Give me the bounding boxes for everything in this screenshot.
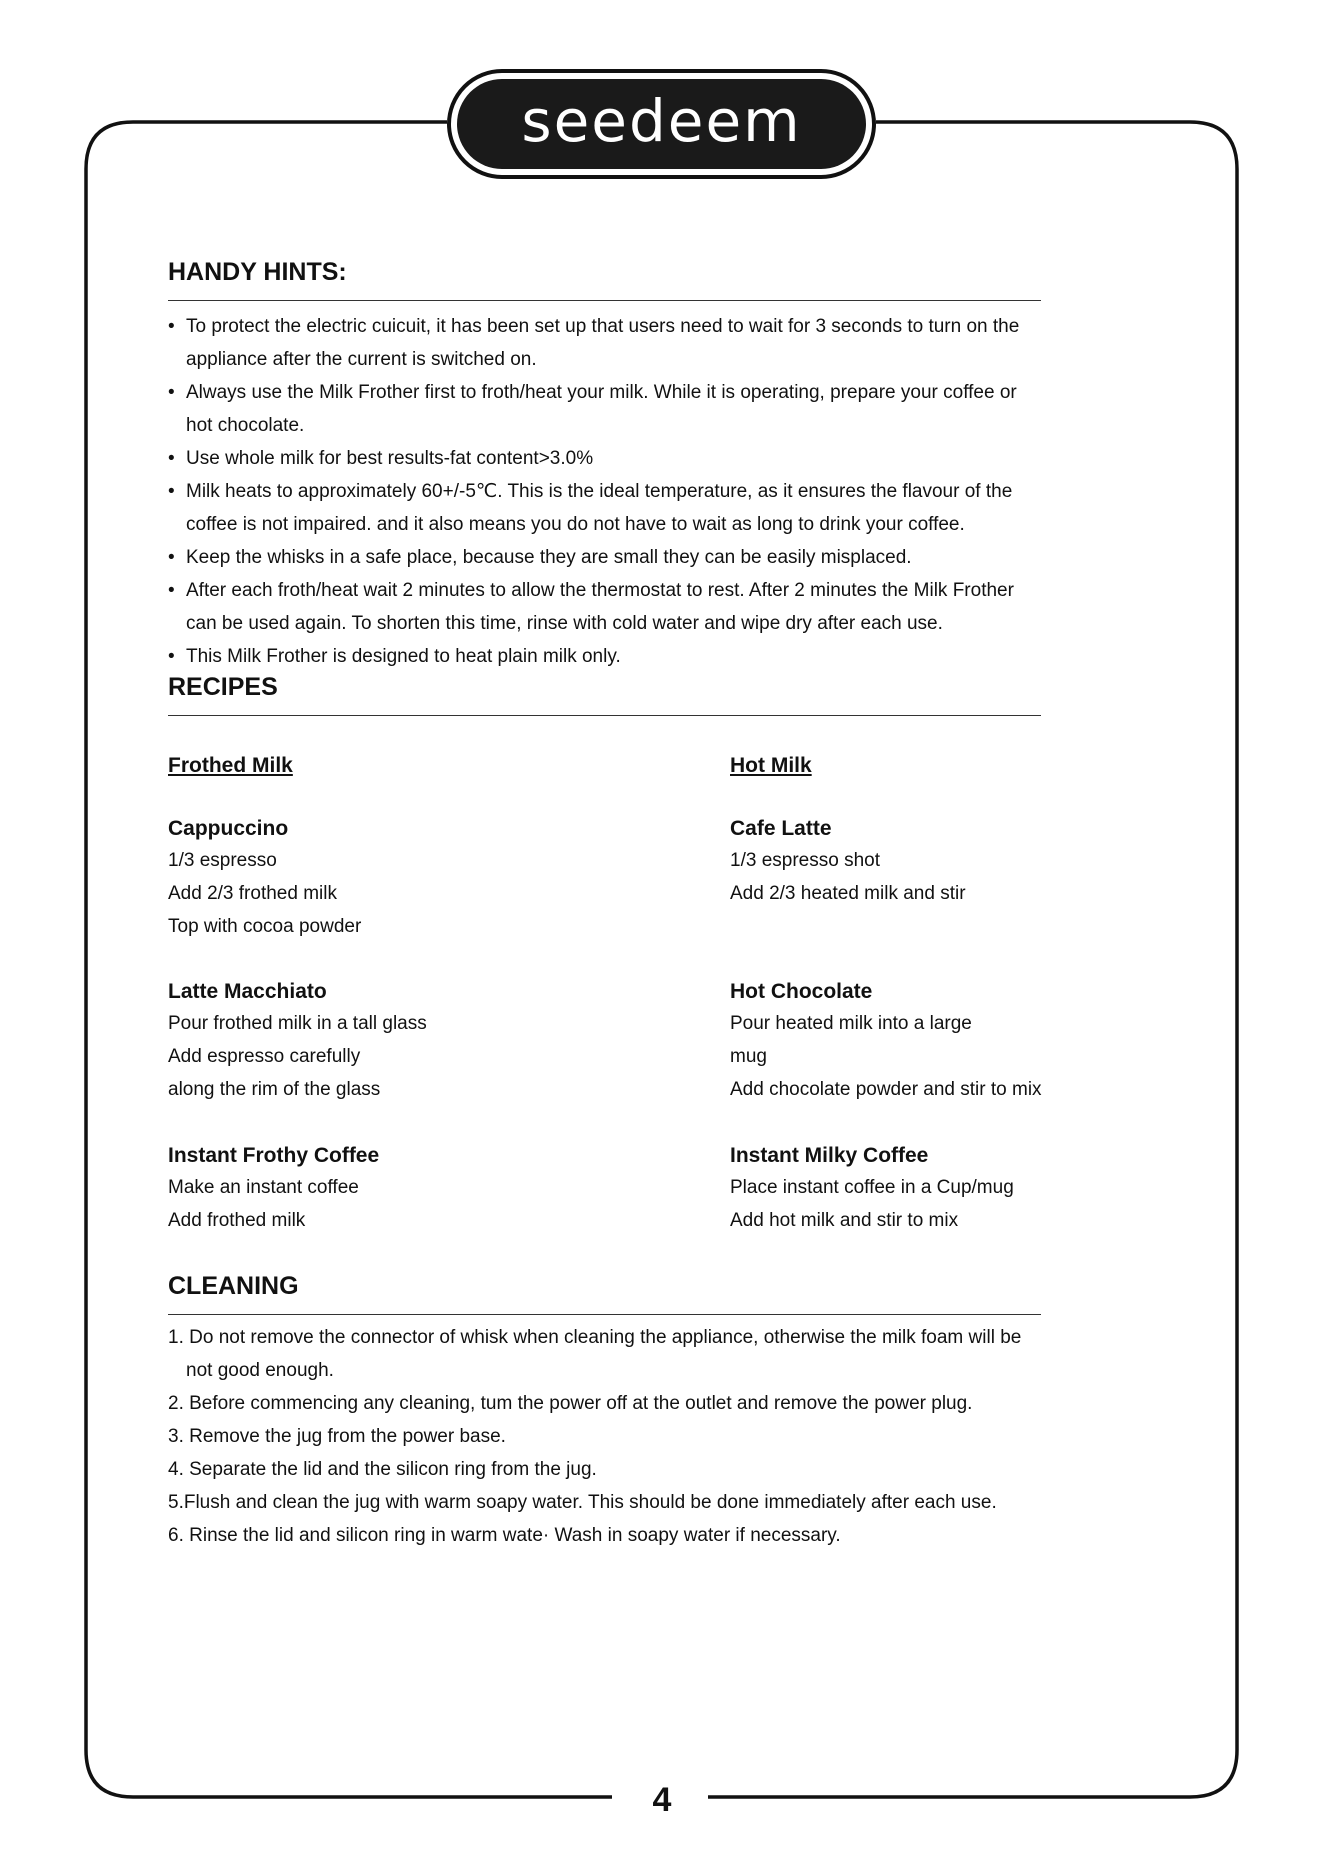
cleaning-item: 5.Flush and clean the jug with warm soapy water. This should be done immediately after each use. bbox=[168, 1492, 997, 1513]
recipe-title: Instant Frothy Coffee bbox=[168, 1144, 380, 1167]
cleaning-item: 1. Do not remove the connector of whisk when cleaning the appliance, otherwise the milk foam will be not good enough. bbox=[168, 1327, 1022, 1381]
recipe-title: Cappuccino bbox=[168, 817, 289, 840]
recipe-line: Add frothed milk bbox=[168, 1210, 306, 1231]
recipe-cappuccino bbox=[168, 814, 361, 943]
brand-logo bbox=[447, 69, 876, 179]
brand-logo-text: seedeem bbox=[521, 87, 802, 155]
hint-item: • Keep the whisks in a safe place, because they are small they can be easily misplaced. bbox=[168, 541, 1048, 574]
frothed-milk-heading: Frothed Milk bbox=[168, 754, 293, 777]
hint-item: • Milk heats to approximately 60+/-5℃. This is the ideal temperature, as it ensures the flavour of the coffee is not impaired. and it also means you do not have to wait as long to drink your coffee. bbox=[168, 475, 1048, 541]
recipes-columns bbox=[168, 752, 1068, 1272]
brand-logo-badge bbox=[457, 79, 866, 169]
recipe-title: Hot Chocolate bbox=[730, 980, 873, 1003]
hot-milk-heading: Hot Milk bbox=[730, 754, 812, 777]
cleaning-item: 3. Remove the jug from the power base. bbox=[168, 1426, 506, 1447]
cleaning-title: CLEANING bbox=[168, 1272, 1041, 1315]
page-content bbox=[168, 258, 1068, 1552]
recipe-line: Add chocolate powder and stir to mix bbox=[730, 1079, 1042, 1100]
recipe-title: Cafe Latte bbox=[730, 817, 832, 840]
recipe-line: Add hot milk and stir to mix bbox=[730, 1210, 959, 1231]
hint-item: • After each froth/heat wait 2 minutes to allow the thermostat to rest. After 2 minutes the Milk Frother can be used again. To shorten this time, rinse with cold water and wipe dry after each use. bbox=[168, 574, 1048, 640]
handy-hints-title: HANDY HINTS: bbox=[168, 258, 1041, 301]
recipe-latte-macchiato bbox=[168, 977, 427, 1106]
recipe-line: Top with cocoa powder bbox=[168, 916, 362, 937]
recipe-title: Latte Macchiato bbox=[168, 980, 327, 1003]
cleaning-item: 2. Before commencing any cleaning, tum the power off at the outlet and remove the power plug. bbox=[168, 1393, 973, 1414]
recipe-hot-chocolate bbox=[730, 977, 1042, 1106]
recipe-line: mug bbox=[730, 1046, 767, 1067]
cleaning-list bbox=[168, 1321, 1048, 1552]
cleaning-item: 4. Separate the lid and the silicon ring from the jug. bbox=[168, 1459, 597, 1480]
page-number: 4 bbox=[652, 1781, 672, 1819]
handy-hints-list bbox=[168, 310, 1048, 673]
recipe-line: 1/3 espresso shot bbox=[730, 850, 880, 871]
recipe-line: Place instant coffee in a Cup/mug bbox=[730, 1177, 1014, 1198]
recipe-instant-frothy-coffee bbox=[168, 1141, 379, 1237]
recipe-line: Pour heated milk into a large bbox=[730, 1013, 972, 1034]
recipe-line: Add 2/3 frothed milk bbox=[168, 883, 337, 904]
recipe-cafe-latte bbox=[730, 814, 966, 910]
recipe-line: Make an instant coffee bbox=[168, 1177, 359, 1198]
recipe-title: Instant Milky Coffee bbox=[730, 1144, 929, 1167]
hint-item: • Use whole milk for best results-fat content>3.0% bbox=[168, 442, 1048, 475]
recipe-line: Add 2/3 heated milk and stir bbox=[730, 883, 966, 904]
hint-item: • To protect the electric cuicuit, it has been set up that users need to wait for 3 seconds to turn on the appliance after the current is switched on. bbox=[168, 310, 1048, 376]
recipe-line: Add espresso carefully bbox=[168, 1046, 361, 1067]
cleaning-item: 6. Rinse the lid and silicon ring in warm wate· Wash in soapy water if necessary. bbox=[168, 1525, 841, 1546]
hint-item: • This Milk Frother is designed to heat plain milk only. bbox=[168, 640, 1048, 673]
recipe-instant-milky-coffee bbox=[730, 1141, 1014, 1237]
hint-item: • Always use the Milk Frother first to froth/heat your milk. While it is operating, prepare your coffee or hot chocolate. bbox=[168, 376, 1048, 442]
recipes-hot-column bbox=[730, 752, 1130, 1231]
recipes-title: RECIPES bbox=[168, 673, 1041, 716]
recipe-line: along the rim of the glass bbox=[168, 1079, 381, 1100]
recipe-line: Pour frothed milk in a tall glass bbox=[168, 1013, 427, 1034]
recipe-line: 1/3 espresso bbox=[168, 850, 277, 871]
recipes-frothed-column bbox=[168, 752, 688, 1231]
